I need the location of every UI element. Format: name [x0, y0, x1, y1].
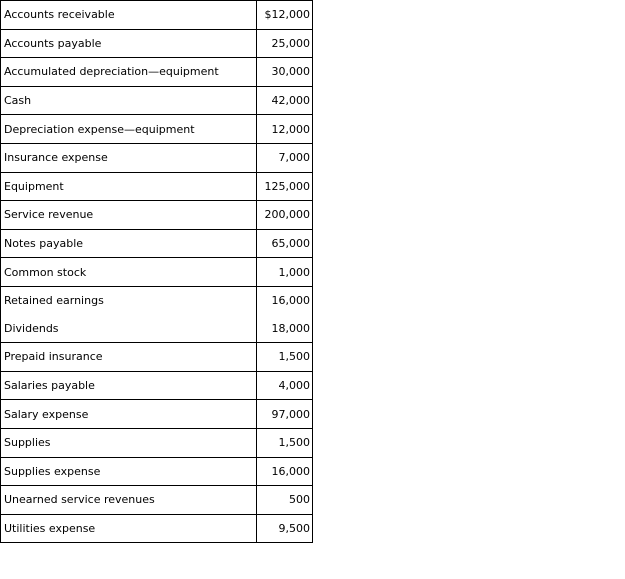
- account-name: Accounts receivable: [1, 1, 257, 30]
- account-name: Unearned service revenues: [1, 486, 257, 515]
- account-name: Retained earnings: [1, 286, 257, 314]
- account-amount: 9,500: [257, 514, 313, 543]
- account-name: Salaries payable: [1, 371, 257, 400]
- table-row: [1, 143, 313, 172]
- account-amount: 42,000: [257, 86, 313, 115]
- account-name: Insurance expense: [1, 143, 257, 172]
- account-amount: 65,000: [257, 229, 313, 258]
- table-row: [1, 1, 313, 30]
- account-name: Supplies expense: [1, 457, 257, 486]
- table-row: [1, 86, 313, 115]
- table-row: [1, 514, 313, 543]
- table-row: [1, 486, 313, 515]
- account-name: Supplies: [1, 428, 257, 457]
- account-name: Utilities expense: [1, 514, 257, 543]
- table-row: [1, 201, 313, 230]
- table-row: [1, 428, 313, 457]
- account-amount: 25,000: [257, 29, 313, 58]
- account-name: Common stock: [1, 258, 257, 287]
- account-amount: 1,500: [257, 343, 313, 372]
- account-name: Prepaid insurance: [1, 343, 257, 372]
- table-row: [1, 29, 313, 58]
- account-name: Depreciation expense—equipment: [1, 115, 257, 144]
- account-name: Accumulated depreciation—equipment: [1, 58, 257, 87]
- table-row: [1, 457, 313, 486]
- table-row: [1, 258, 313, 287]
- account-name: Equipment: [1, 172, 257, 201]
- account-amount: 7,000: [257, 143, 313, 172]
- accounts-table: [0, 0, 313, 543]
- account-name: Dividends: [1, 315, 257, 343]
- table-row: [1, 315, 313, 343]
- account-amount: 1,000: [257, 258, 313, 287]
- account-name: Accounts payable: [1, 29, 257, 58]
- table-row: [1, 400, 313, 429]
- table-row: [1, 58, 313, 87]
- table-row: [1, 371, 313, 400]
- account-amount: 97,000: [257, 400, 313, 429]
- table-row: [1, 172, 313, 201]
- account-name: Cash: [1, 86, 257, 115]
- account-name: Salary expense: [1, 400, 257, 429]
- account-amount: 16,000: [257, 457, 313, 486]
- account-amount: 200,000: [257, 201, 313, 230]
- account-amount: 125,000: [257, 172, 313, 201]
- table-row: [1, 115, 313, 144]
- table-row: [1, 229, 313, 258]
- table-row: [1, 343, 313, 372]
- account-amount: $12,000: [257, 1, 313, 30]
- account-amount: 12,000: [257, 115, 313, 144]
- account-amount: 500: [257, 486, 313, 515]
- account-name: Service revenue: [1, 201, 257, 230]
- accounts-table-body: [1, 1, 313, 543]
- account-amount: 1,500: [257, 428, 313, 457]
- table-row: [1, 286, 313, 314]
- account-amount: 18,000: [257, 315, 313, 343]
- account-name: Notes payable: [1, 229, 257, 258]
- account-amount: 4,000: [257, 371, 313, 400]
- account-amount: 30,000: [257, 58, 313, 87]
- account-amount: 16,000: [257, 286, 313, 314]
